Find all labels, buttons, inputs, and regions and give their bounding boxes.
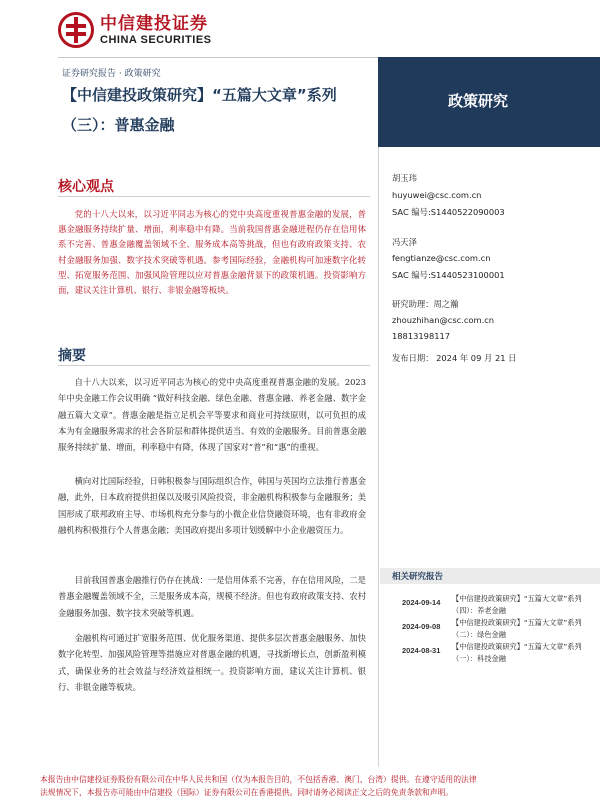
summary-heading: 摘要 [58, 348, 86, 364]
report-type: 证券研究报告 · 政策研究 [62, 69, 161, 79]
related-report-date: 2024-08-31 [402, 646, 441, 655]
analyst-sac: SAC 编号:S1440522090003 [392, 207, 505, 217]
related-report-title[interactable]: 【中信建投政策研究】“五篇大文章”系列（一）：科技金融 [452, 642, 582, 663]
related-report-item[interactable] [380, 617, 600, 641]
analyst-sac: SAC 编号:S1440523100001 [392, 270, 505, 280]
summary-heading-rule [58, 365, 370, 366]
related-report-item[interactable] [380, 593, 600, 617]
core-viewpoint-heading: 核心观点 [58, 179, 114, 195]
related-report-title[interactable]: 【中信建投政策研究】“五篇大文章”系列（二）：绿色金融 [452, 618, 582, 639]
analyst-name: 冯天泽 [392, 237, 417, 247]
related-report-date: 2024-09-08 [402, 622, 441, 631]
assistant-phone: 18813198117 [392, 331, 451, 341]
related-reports-heading: 相关研究报告 [392, 572, 444, 582]
column-divider [378, 147, 379, 767]
report-title: 【中信建投政策研究】“五篇大文章”系列（三）：普惠金融 [62, 86, 337, 134]
analyst-name: 胡玉玮 [392, 173, 417, 183]
core-heading-rule [58, 196, 370, 197]
logo-english-name: CHINA SECURITIES [100, 33, 212, 46]
assistant-email: zhouzhihan@csc.com.cn [392, 315, 495, 325]
summary-paragraph: 横向对比国际经验，日韩积极参与国际组织合作，韩国与英国均立法推行普惠金融，此外，日本政府提供担保以及吸引风险投资，非金融机构积极参与金融服务；美国形成了联邦政府主导、市场机构充分参与的小微企业信贷融资环境，也有非政府金融机构积极推行个人普惠金融；美国政府提出多项计划缓解中小企业融资压力。 [58, 476, 366, 535]
disclaimer-line: 本报告由中信建投证券股份有限公司在中华人民共和国（仅为本报告目的，不包括香港、澳门、台湾）提供。在遵守适用的法律 [40, 775, 477, 784]
assistant-title: 研究助理：周之瀚 [392, 299, 459, 309]
company-logo [58, 10, 212, 50]
summary-paragraph: 金融机构可通过扩宽服务范围、优化服务渠道、提供多层次普惠金融服务、加快数字化转型、加强风险管理等措施应对普惠金融的机遇，寻找新增长点，创新盈利模式，确保业务的社会效益与经济效益相统一。投资影响方面，建议关注计算机、银行、非银金融等板块。 [58, 633, 366, 692]
publish-date: 发布日期： 2024 年 09 月 21 日 [392, 353, 517, 363]
disclaimer [40, 774, 600, 799]
core-viewpoint-text: 党的十八大以来，以习近平同志为核心的党中央高度重视普惠金融的发展，普惠金融服务持续扩量、增面，利率稳中有降。当前我国普惠金融进程仍存在信用体系不完善、普惠金融覆盖领域不全、服务成本高等挑战，但也有政府政策支持、农村金融服务加强、数字技术突破等机遇。参考国际经验，金融机构可加速数字化转型、拓宽服务范围、加强风险管理以应对普惠金融背景下的政策机遇。投资影响方面，建议关注计算机、银行、非银金融等板块。 [58, 209, 366, 296]
related-report-title[interactable]: 【中信建投政策研究】“五篇大文章”系列（四）：养老金融 [452, 594, 582, 615]
related-report-date: 2024-09-14 [402, 598, 441, 607]
logo-chinese-name: 中信建投证券 [100, 13, 208, 34]
related-report-item[interactable] [380, 641, 600, 665]
category-banner-label: 政策研究 [448, 92, 509, 110]
analyst-email: fengtianze@csc.com.cn [392, 253, 491, 263]
disclaimer-line: 法规情况下，本报告亦可能由中信建投（国际）证券有限公司在香港提供。同时请务必阅读正文之后的免责条款和声明。 [40, 787, 454, 797]
summary-paragraph: 目前我国普惠金融推行仍存在挑战：一是信用体系不完善，存在信用风险，二是普惠金融覆盖领域不全，三是服务成本高，规模不经济。但也有政府政策支持、农村金融服务加强、数字技术突破等机遇。 [58, 575, 366, 618]
analyst-email: huyuwei@csc.com.cn [392, 190, 482, 200]
summary-paragraph: 自十八大以来，以习近平同志为核心的党中央高度重视普惠金融的发展。2023年中央金融工作会议明确 “做好科技金融、绿色金融、普惠金融、养老金融、数字金融五篇大文章”。普惠金融是指立足机会平等要求和商业可持续原则，以可负担的成本为有金融服务需求的社会各阶层和群体提供适当、有效的金融服务。目前普惠金融服务持续扩量、增面，利率稳中有降，体现了国家对“普”和“惠”的重视。 [58, 377, 366, 453]
header-divider [58, 57, 378, 58]
csc-logo-icon [58, 12, 94, 48]
